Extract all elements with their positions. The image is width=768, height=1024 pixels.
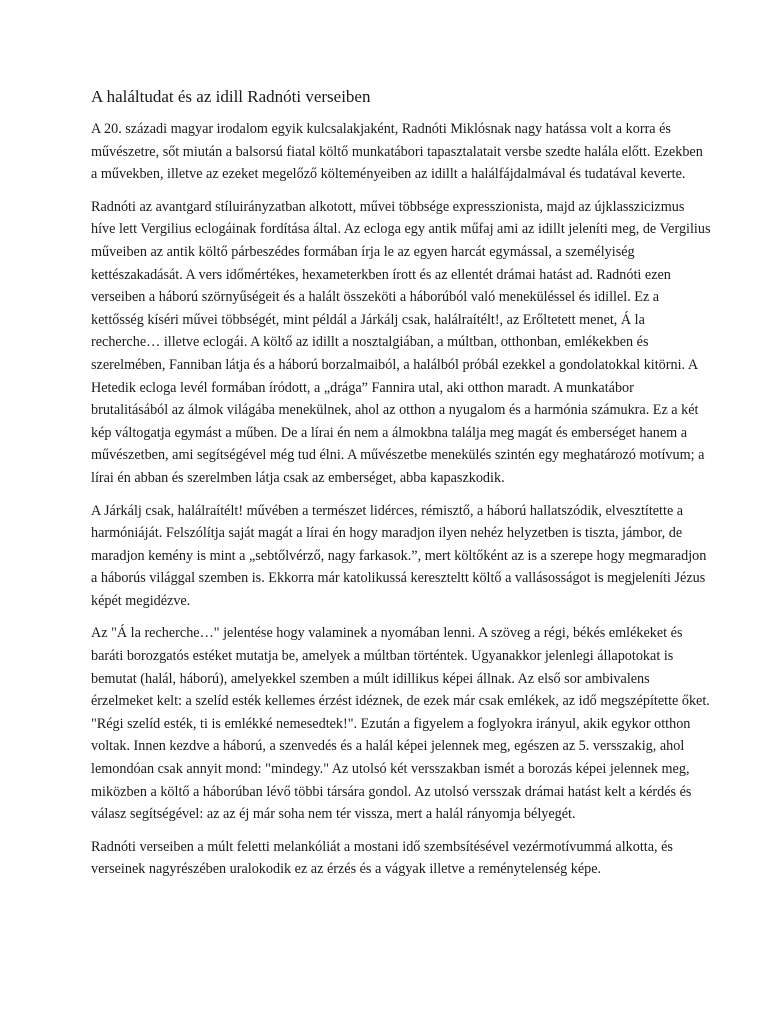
- paragraph-5: Radnóti verseiben a múlt feletti melankóliát a mostani idő szembsítésével vezérmotívummá alkotta, és verseinek nagyrészében uralokodik ez az érzés és a vágyak illetve a reménytelenség képe.: [91, 838, 673, 878]
- paragraph-4: Az "Á la recherche…" jelentése hogy valaminek a nyomában lenni. A szöveg a régi, békés emlékeket és baráti borozgatós estéket mutatja be, amelyek a múltban történtek. Ugyanakkor jelenlegi állapotokat is bemutat (halál, háború), amelyekkel szemben a múlt idillikus képei állnak. Az első sor ambivalens érzelmeket kelt: a szelíd esték kellemes érzést idéznek, de ezek már csak emlékek, az idő megszépítette őket. "Régi szelíd esték, ti is emlékké nemesedtek!". Ezután a figyelem a foglyokra irányul, akik egykor otthon voltak. Innen kezdve a háború, a szenvedés és a halál képei jelennek meg, egészen az 5. versszakig, ahol lemondóan csak annyit mond: "mindegy." Az utolsó két versszakban ismét a borozás képei jelennek meg, miközben a költő a háborúban lévő többi társára gondol. Az utolsó versszak drámai hatást kelt a kérdés és válasz segítségével: az az éj már soha nem tér vissza, mert a halál rányomja bélyegét.: [91, 625, 710, 823]
- paragraph-2: Radnóti az avantgard stíluirányzatban alkotott, művei többsége expresszionista, majd az újklasszicizmus híve lett Vergilius eclogáinak fordítása által. Az ecloga egy antik műfaj ami az idillt jeleníti meg, de Vergilius műveiben az antik költő párbeszédes formában írja le az egyen harcát egymással, a személyiség kettészakadását. A vers időmértékes, hexameterkben írott és az ellentét drámai hatást ad. Radnóti ezen verseiben a háború szörnyűségeit és a halált összeköti a háborúból való meneküléssel és idillel. Ez a kettősség kíséri művei többségét, mint példál a Járkálj csak, halálraítélt!, az Erőltetett menet, Á la recherche… illetve eclogái. A költő az idillt a nosztalgiában, a múltban, otthonban, emlékekben és szerelmében, Fanniban látja és a háború borzalmaiból, a halálból próbál ezekkel a gondolatokkal kitörni. A Hetedik ecloga levél formában íródott, a „drága” Fannira utal, aki otthon maradt. A munkatábor brutalitásából az álmok világába menekülnek, ahol az otthon a nyugalom és a harmónia számukra. Ez a két kép váltogatja egymást a műben. De a lírai én nem a álmokbna találja meg magát és emberséget hanem a művészetben, ami segítségével még tud élni. A művészetbe menekülés szintén egy meghatározó motívum; a lírai én abban és szerelmben látja csak az emberséget, abba kapaszkodik.: [91, 198, 711, 486]
- document-page: [91, 86, 711, 891]
- paragraph-1: A 20. századi magyar irodalom egyik kulcsalakjaként, Radnóti Miklósnak nagy hatássa volt a korra és művészetre, sőt miután a balsorsú fiatal költő munkatábori tapasztalatait versbe szedte halála előtt. Ezekben a művekben, illetve az ezeket megelőző költeményeiben az idillt a halálfájdalmával és tudatával keverte.: [91, 121, 703, 183]
- document-title: A haláltudat és az idill Radnóti verseiben: [91, 87, 371, 106]
- paragraph-3: A Járkálj csak, halálraítélt! művében a természet lidérces, rémisztő, a háború hallatszódik, elvesztítette a harmóniáját. Felszólítja saját magát a lírai én hogy maradjon ilyen nehéz helyzetben is tiszta, jámbor, de maradjon kemény is mint a „sebtőlvérző, nagy farkasok.”, mert költőként az is a szerepe hogy megmaradjon a háborús világgal szemben is. Ekkorra már katolikussá kereszteltt költő a vallásosságot is megjeleníti Jézus képét megidézve.: [91, 502, 707, 609]
